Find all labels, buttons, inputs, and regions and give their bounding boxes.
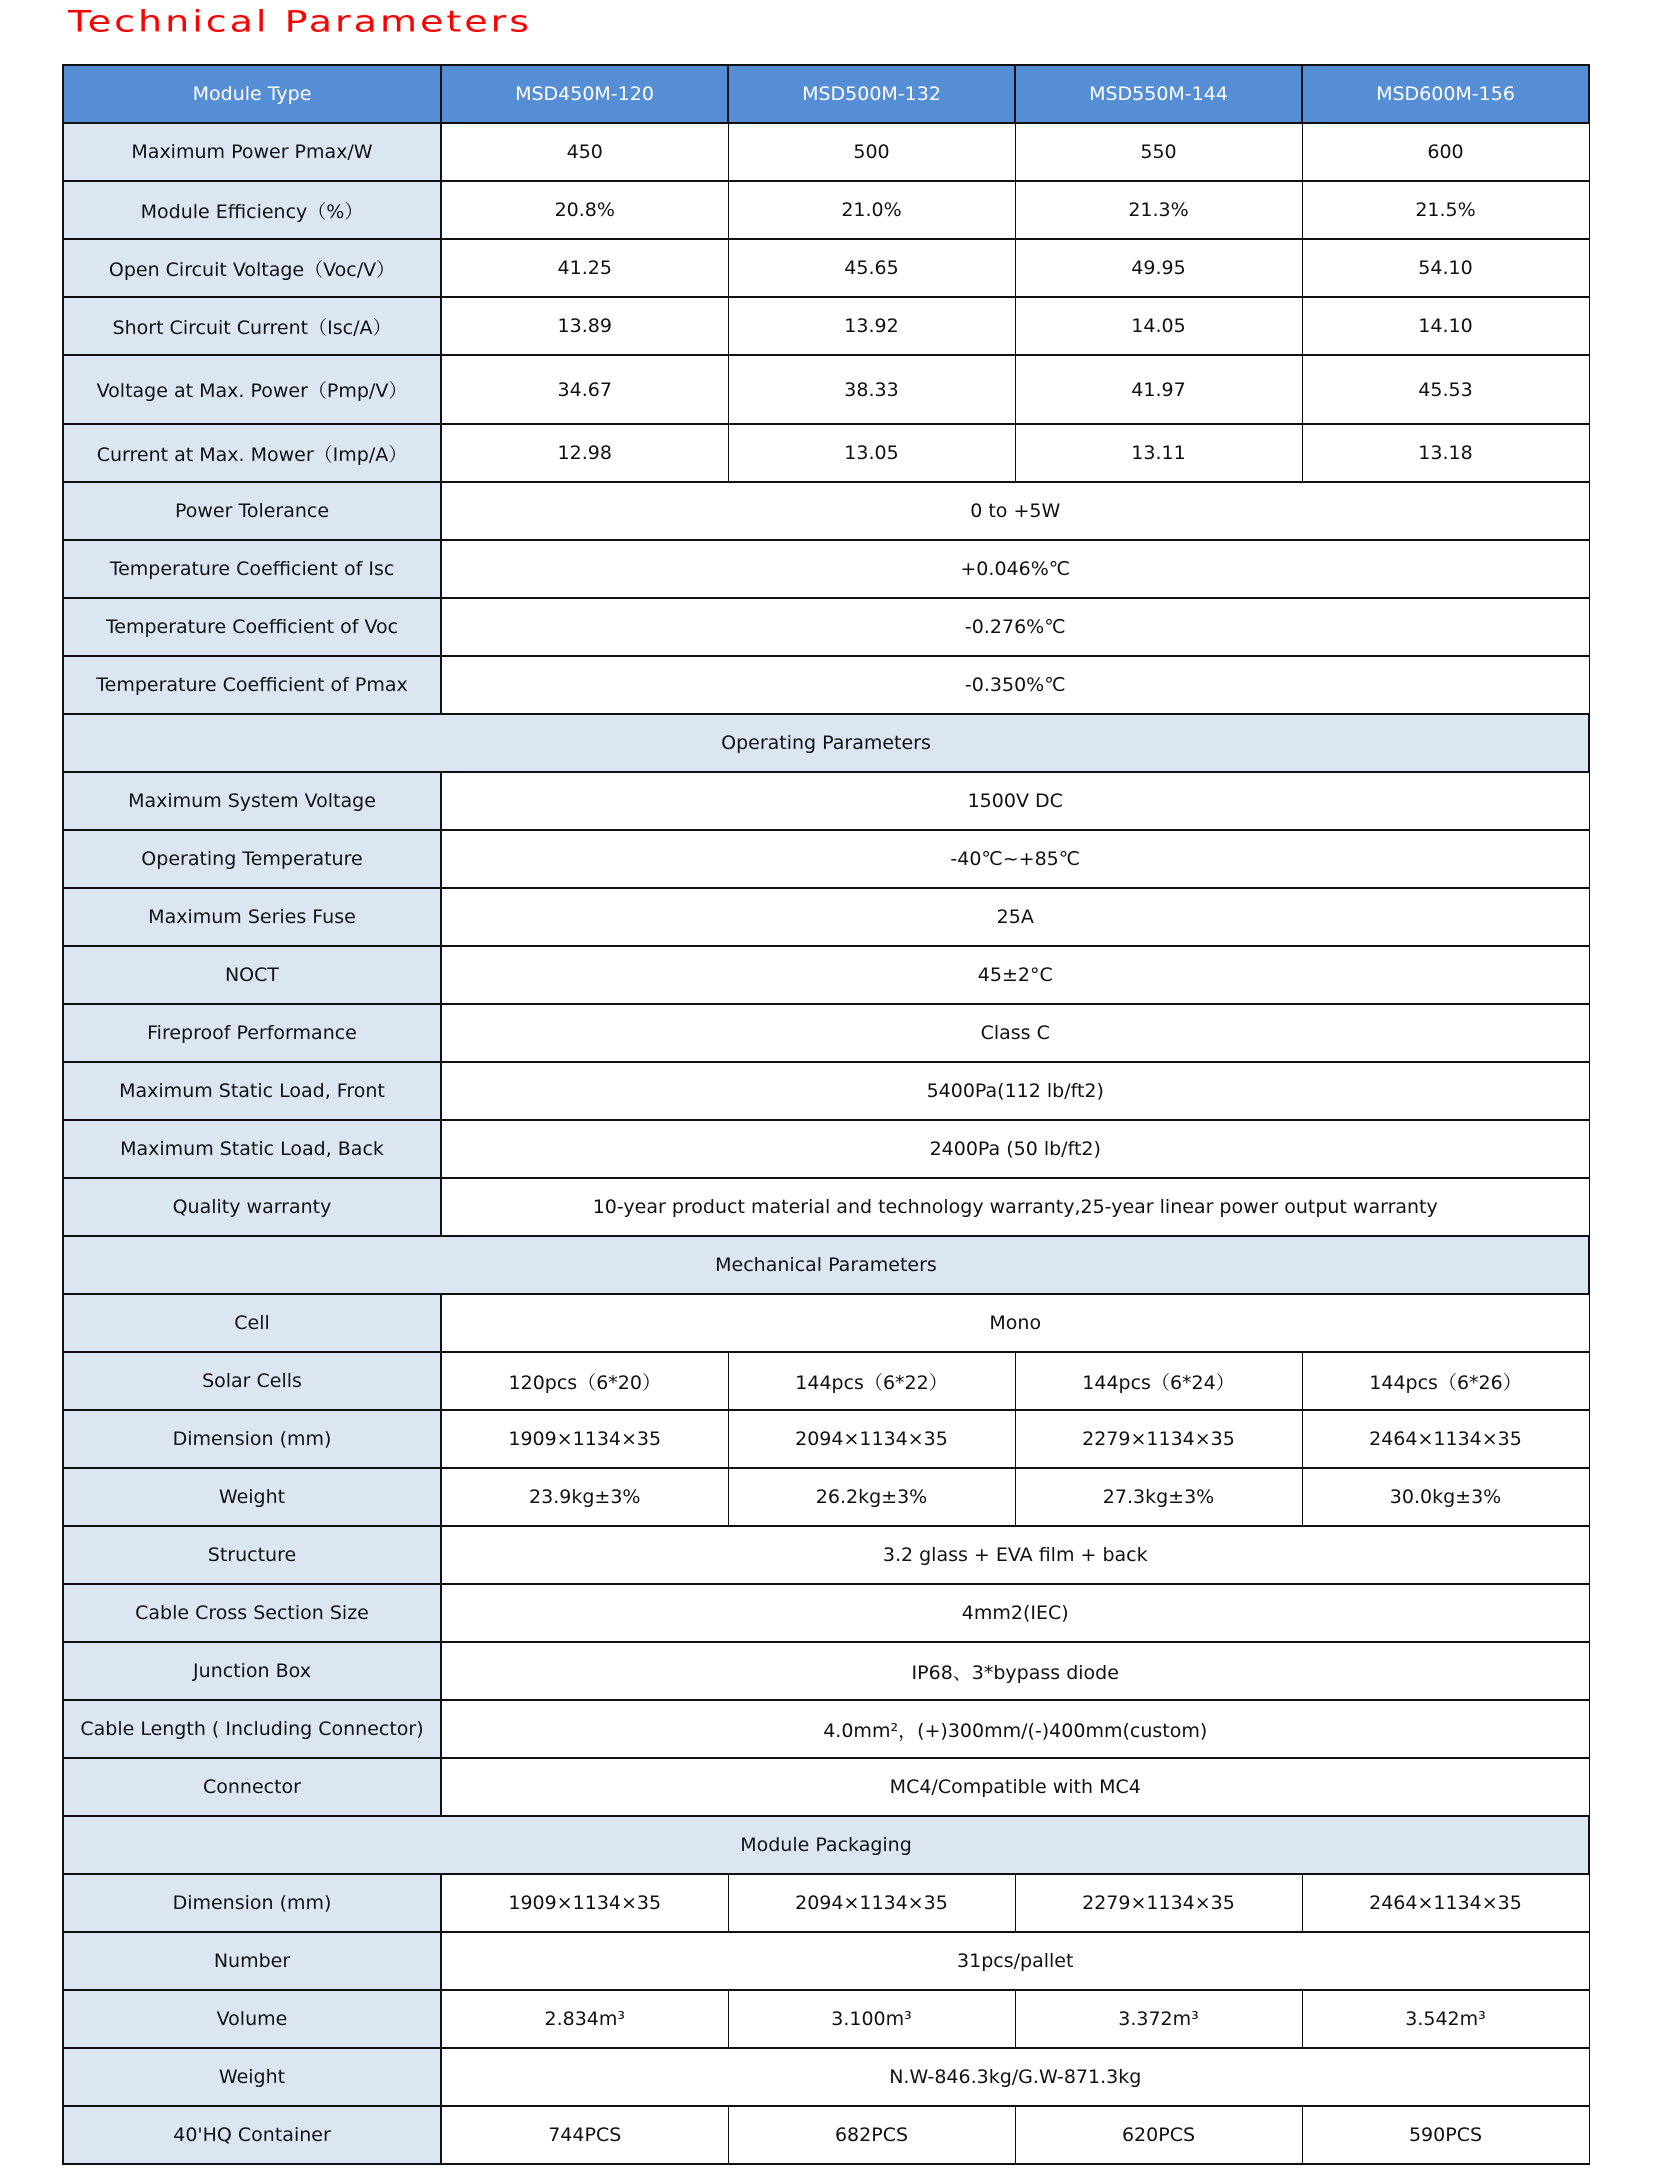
row-label: Maximum Static Load, Front [63,1062,441,1120]
row-value: 41.97 [1015,355,1302,424]
table-row [63,1294,1589,1352]
header-model: MSD550M-144 [1015,65,1302,123]
row-value: 2094×1134×35 [728,1874,1015,1932]
row-value: 21.3% [1015,181,1302,239]
row-value: 3.372m³ [1015,1990,1302,2048]
row-value: 2464×1134×35 [1302,1874,1589,1932]
row-value: 14.10 [1302,297,1589,355]
row-value: 13.89 [441,297,728,355]
row-value-merged: 2400Pa (50 lb/ft2) [441,1120,1589,1178]
row-value: 3.542m³ [1302,1990,1589,2048]
row-value-merged: -0.276%℃ [441,598,1589,656]
row-value: 21.5% [1302,181,1589,239]
table-row [63,181,1589,239]
row-value-merged: -0.350%℃ [441,656,1589,714]
table-row [63,355,1589,424]
section-title: Operating Parameters [63,714,1589,772]
table-row [63,1990,1589,2048]
row-value: 2464×1134×35 [1302,1410,1589,1468]
row-value: 34.67 [441,355,728,424]
row-value: 620PCS [1015,2106,1302,2164]
header-module-type: Module Type [63,65,441,123]
row-value: 13.92 [728,297,1015,355]
section-mechanical-parameters [63,1236,1589,1294]
row-label: Operating Temperature [63,830,441,888]
row-label: Connector [63,1758,441,1816]
table-row [63,540,1589,598]
row-label: Temperature Coefficient of Pmax [63,656,441,714]
row-value-merged: Class C [441,1004,1589,1062]
header-row [63,65,1589,123]
row-label: Maximum Power Pmax/W [63,123,441,181]
row-value-merged: 31pcs/pallet [441,1932,1589,1990]
page-title: Technical Parameters [68,4,533,39]
row-value: 2279×1134×35 [1015,1874,1302,1932]
table-row [63,656,1589,714]
row-value: 13.18 [1302,424,1589,482]
section-title: Mechanical Parameters [63,1236,1589,1294]
row-value-merged: 25A [441,888,1589,946]
row-label: Cable Length ( Including Connector) [63,1700,441,1758]
row-value: 20.8% [441,181,728,239]
table-row [63,1178,1589,1236]
header-model: MSD450M-120 [441,65,728,123]
technical-parameters-table [62,64,1590,2165]
row-value: 12.98 [441,424,728,482]
row-value: 13.11 [1015,424,1302,482]
row-label: Number [63,1932,441,1990]
header-model: MSD500M-132 [728,65,1015,123]
row-label: 40'HQ Container [63,2106,441,2164]
row-value-merged: 5400Pa(112 lb/ft2) [441,1062,1589,1120]
row-label: Dimension (mm) [63,1874,441,1932]
row-label: Power Tolerance [63,482,441,540]
table-row [63,1584,1589,1642]
row-value-merged: MC4/Compatible with MC4 [441,1758,1589,1816]
row-label: Fireproof Performance [63,1004,441,1062]
row-value: 2.834m³ [441,1990,728,2048]
table-row [63,297,1589,355]
row-label: Module Efficiency（%） [63,181,441,239]
row-value: 144pcs（6*24） [1015,1352,1302,1410]
row-value: 45.53 [1302,355,1589,424]
table-row [63,946,1589,1004]
section-operating-parameters [63,714,1589,772]
table-row [63,1700,1589,1758]
row-label: Maximum Series Fuse [63,888,441,946]
row-value: 27.3kg±3% [1015,1468,1302,1526]
row-label: Weight [63,2048,441,2106]
section-module-packaging [63,1816,1589,1874]
row-label: NOCT [63,946,441,1004]
table-row [63,1874,1589,1932]
row-value: 45.65 [728,239,1015,297]
table-row [63,2048,1589,2106]
row-value-merged: Mono [441,1294,1589,1352]
table-row [63,1468,1589,1526]
table-row [63,1120,1589,1178]
table-row [63,2106,1589,2164]
row-label: Current at Max. Mower（Imp/A） [63,424,441,482]
table-row [63,1352,1589,1410]
row-value: 14.05 [1015,297,1302,355]
row-value: 3.100m³ [728,1990,1015,2048]
table-body [63,123,1589,2164]
table-row [63,1758,1589,1816]
row-label: Volume [63,1990,441,2048]
row-value-merged: 4.0mm²，(+)300mm/(-)400mm(custom) [441,1700,1589,1758]
row-value-merged: -40℃~+85℃ [441,830,1589,888]
row-value: 54.10 [1302,239,1589,297]
row-value: 744PCS [441,2106,728,2164]
row-label: Temperature Coefficient of Voc [63,598,441,656]
row-label: Short Circuit Current（Isc/A） [63,297,441,355]
row-value: 38.33 [728,355,1015,424]
row-value: 1909×1134×35 [441,1410,728,1468]
row-value: 23.9kg±3% [441,1468,728,1526]
row-value-merged: IP68、3*bypass diode [441,1642,1589,1700]
table-row [63,772,1589,830]
row-value-merged: N.W-846.3kg/G.W-871.3kg [441,2048,1589,2106]
header-model: MSD600M-156 [1302,65,1589,123]
row-label: Quality warranty [63,1178,441,1236]
row-value: 144pcs（6*26） [1302,1352,1589,1410]
row-value: 450 [441,123,728,181]
row-value-merged: 4mm2(IEC) [441,1584,1589,1642]
row-label: Cable Cross Section Size [63,1584,441,1642]
row-label: Weight [63,1468,441,1526]
section-title: Module Packaging [63,1816,1589,1874]
row-value: 49.95 [1015,239,1302,297]
row-label: Solar Cells [63,1352,441,1410]
row-label: Open Circuit Voltage（Voc/V） [63,239,441,297]
row-value: 26.2kg±3% [728,1468,1015,1526]
row-label: Temperature Coefficient of Isc [63,540,441,598]
row-value: 30.0kg±3% [1302,1468,1589,1526]
table-row [63,482,1589,540]
row-label: Dimension (mm) [63,1410,441,1468]
table-row [63,598,1589,656]
table-row [63,830,1589,888]
row-value: 600 [1302,123,1589,181]
table-row [63,239,1589,297]
table-row [63,1004,1589,1062]
table-row [63,1526,1589,1584]
row-value-merged: 10-year product material and technology warranty,25-year linear power output warranty [441,1178,1589,1236]
row-value: 21.0% [728,181,1015,239]
row-value-merged: 45±2°C [441,946,1589,1004]
row-value: 2094×1134×35 [728,1410,1015,1468]
row-value: 550 [1015,123,1302,181]
table-row [63,888,1589,946]
row-value: 120pcs（6*20） [441,1352,728,1410]
table-row [63,1642,1589,1700]
row-label: Maximum System Voltage [63,772,441,830]
row-value-merged: 1500V DC [441,772,1589,830]
row-value: 682PCS [728,2106,1015,2164]
row-label: Maximum Static Load, Back [63,1120,441,1178]
table-row [63,1932,1589,1990]
row-value: 590PCS [1302,2106,1589,2164]
table-row [63,1062,1589,1120]
row-value: 41.25 [441,239,728,297]
row-label: Junction Box [63,1642,441,1700]
row-value: 500 [728,123,1015,181]
row-value: 144pcs（6*22） [728,1352,1015,1410]
row-value-merged: 0 to +5W [441,482,1589,540]
row-label: Structure [63,1526,441,1584]
row-value: 1909×1134×35 [441,1874,728,1932]
table-row [63,1410,1589,1468]
row-label: Voltage at Max. Power（Pmp/V） [63,355,441,424]
table-row [63,424,1589,482]
row-value-merged: +0.046%℃ [441,540,1589,598]
row-value: 13.05 [728,424,1015,482]
table-row [63,123,1589,181]
row-value: 2279×1134×35 [1015,1410,1302,1468]
row-label: Cell [63,1294,441,1352]
row-value-merged: 3.2 glass + EVA film + back [441,1526,1589,1584]
